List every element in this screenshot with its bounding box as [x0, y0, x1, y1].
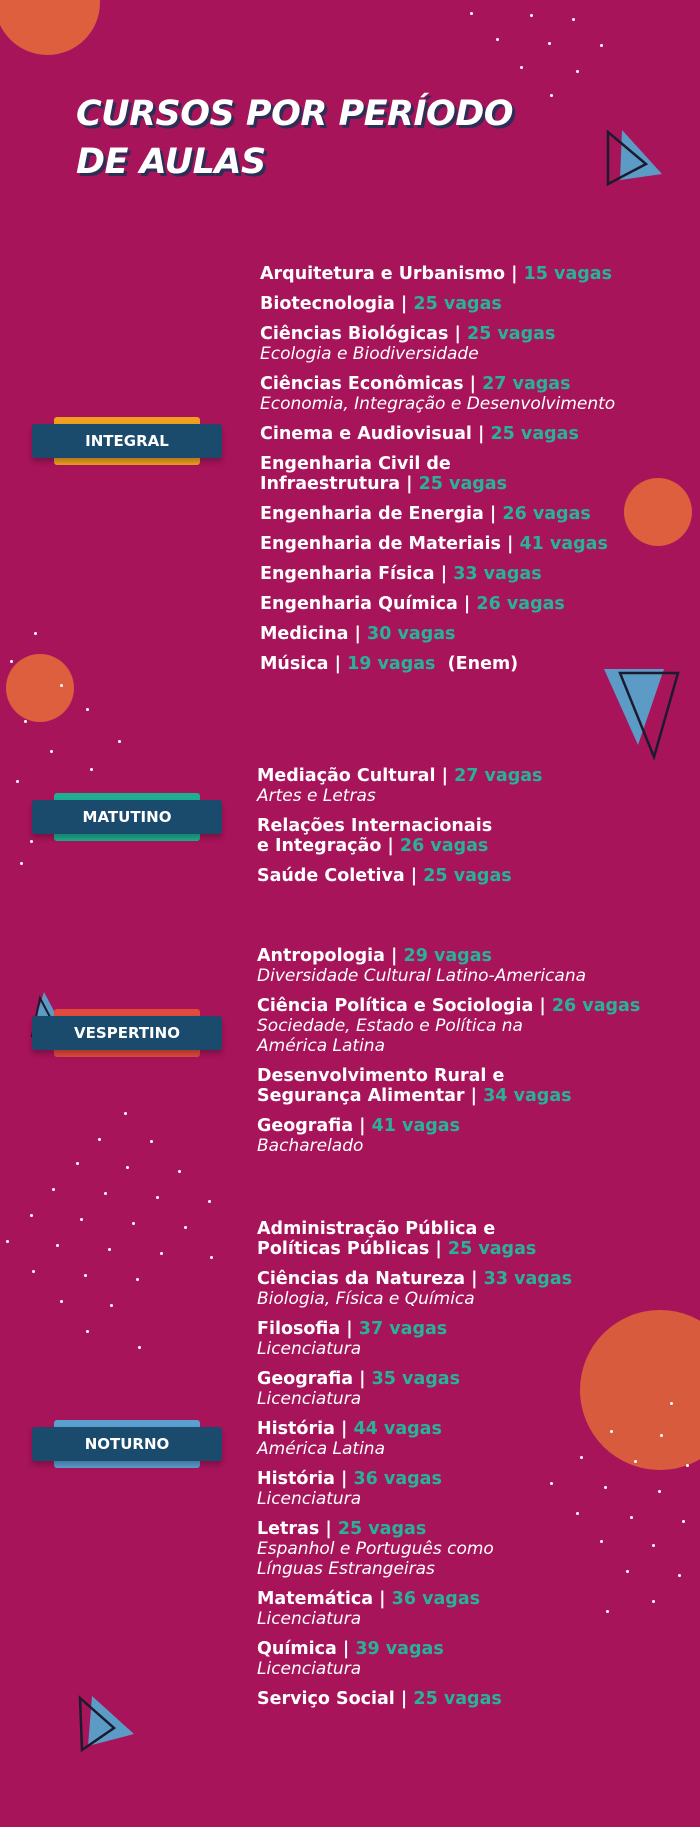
section-integral — [260, 264, 615, 684]
course-name-line — [260, 594, 615, 614]
course-subtitle: Bacharelado — [257, 1136, 364, 1156]
course-subtitle: Línguas Estrangeiras — [257, 1559, 435, 1579]
course-vagas: 37 vagas — [358, 1319, 448, 1339]
course-vagas: 30 vagas — [367, 624, 456, 644]
course-name-line — [257, 1419, 572, 1439]
badge-vespertino — [32, 1002, 222, 1064]
course-item — [257, 1469, 572, 1509]
course-name-line — [257, 1689, 572, 1709]
course-name: Medicina | — [260, 624, 368, 644]
course-name-line — [257, 1319, 572, 1339]
course-name-line — [260, 534, 615, 554]
course-vagas: 26 vagas — [399, 836, 489, 856]
course-name-line — [257, 996, 640, 1016]
badge-matutino — [32, 786, 222, 848]
badge-noturno — [32, 1413, 222, 1475]
course-subtitle: Diversidade Cultural Latino-Americana — [257, 966, 587, 986]
course-item — [257, 1419, 572, 1459]
course-vagas: 36 vagas — [391, 1589, 481, 1609]
course-name-line — [257, 1589, 572, 1609]
course-name-line — [260, 454, 615, 474]
course-vagas: 35 vagas — [371, 1369, 461, 1389]
course-vagas: 41 vagas — [519, 534, 608, 554]
badge-integral-label: INTEGRAL — [32, 424, 222, 458]
course-vagas: 27 vagas — [482, 374, 571, 394]
badge-vespertino-label: VESPERTINO — [32, 1016, 222, 1050]
course-vagas: 26 vagas — [551, 996, 641, 1016]
course-item — [257, 1519, 572, 1579]
course-name-line — [257, 1519, 572, 1539]
course-name: Engenharia Civil de — [260, 454, 451, 474]
course-note: (Enem) — [435, 654, 519, 674]
decor-circle-top-left — [0, 0, 100, 55]
course-item — [260, 264, 615, 284]
course-item — [260, 624, 615, 644]
course-item — [260, 424, 615, 444]
course-item — [257, 996, 640, 1056]
course-name-line — [260, 504, 615, 524]
course-name: Engenharia de Energia | — [260, 504, 503, 524]
course-vagas: 25 vagas — [413, 294, 502, 314]
title-line-1: CURSOS POR PERÍODO — [76, 94, 514, 134]
course-name-line — [260, 564, 615, 584]
badge-integral — [32, 410, 222, 472]
course-item — [257, 1589, 572, 1629]
course-name-line — [260, 424, 615, 444]
course-vagas: 29 vagas — [403, 946, 492, 966]
course-name-line — [260, 374, 615, 394]
course-vagas: 15 vagas — [523, 264, 613, 284]
course-item — [257, 1689, 572, 1709]
course-subtitle: Espanhol e Português como — [257, 1539, 494, 1559]
course-name: Infraestrutura | — [260, 474, 419, 494]
course-name: Desenvolvimento Rural e — [257, 1066, 505, 1086]
course-vagas: 25 vagas — [423, 866, 512, 886]
course-vagas: 36 vagas — [353, 1469, 442, 1489]
course-name: História | — [257, 1469, 354, 1489]
course-item — [260, 594, 615, 614]
course-name: e Integração | — [257, 836, 400, 856]
course-item — [260, 294, 615, 314]
badge-noturno-label: NOTURNO — [32, 1427, 222, 1461]
course-subtitle: Sociedade, Estado e Política na — [257, 1016, 523, 1036]
badge-matutino-label: MATUTINO — [32, 800, 222, 834]
course-vagas: 44 vagas — [353, 1419, 442, 1439]
course-name: História | — [257, 1419, 354, 1439]
course-name: Mediação Cultural | — [257, 766, 455, 786]
course-vagas: 25 vagas — [466, 324, 556, 344]
course-item — [257, 1269, 572, 1309]
course-subtitle: Licenciatura — [257, 1659, 362, 1679]
course-item — [260, 324, 615, 364]
course-item — [257, 1639, 572, 1679]
decor-circle-right-1 — [624, 478, 692, 546]
course-subtitle: América Latina — [257, 1036, 385, 1056]
course-item — [257, 766, 542, 806]
course-name-line — [257, 866, 542, 886]
course-item — [260, 534, 615, 554]
course-subtitle: Biologia, Física e Química — [257, 1289, 475, 1309]
course-item — [257, 1066, 640, 1106]
course-name: Antropologia | — [257, 946, 404, 966]
course-name: Arquitetura e Urbanismo | — [260, 264, 524, 284]
decor-triangle-bottom — [74, 1692, 144, 1752]
course-name-line — [257, 1469, 572, 1489]
course-subtitle: Licenciatura — [257, 1389, 362, 1409]
course-name: Ciência Política e Sociologia | — [257, 996, 552, 1016]
section-noturno — [257, 1219, 572, 1719]
course-name: Ciências Econômicas | — [260, 374, 483, 394]
course-vagas: 27 vagas — [454, 766, 543, 786]
course-item — [257, 1319, 572, 1359]
course-vagas: 26 vagas — [476, 594, 565, 614]
course-name-line — [257, 1219, 572, 1239]
course-item — [260, 504, 615, 524]
course-vagas: 25 vagas — [413, 1689, 502, 1709]
course-name-line — [260, 264, 615, 284]
course-name: Engenharia Física | — [260, 564, 454, 584]
course-name-line — [257, 816, 542, 836]
course-item — [260, 454, 615, 494]
course-name: Engenharia de Materiais | — [260, 534, 520, 554]
course-name: Geografia | — [257, 1116, 372, 1136]
course-vagas: 25 vagas — [418, 474, 508, 494]
course-subtitle: Economia, Integração e Desenvolvimento — [260, 394, 616, 414]
course-name-line — [257, 1269, 572, 1289]
course-name: Cinema e Audiovisual | — [260, 424, 491, 444]
course-name: Segurança Alimentar | — [257, 1086, 484, 1106]
course-name-line — [257, 1369, 572, 1389]
course-name-line — [257, 1639, 572, 1659]
course-name-line — [260, 294, 615, 314]
course-name: Música | — [260, 654, 348, 674]
course-name-line — [257, 946, 640, 966]
section-matutino — [257, 766, 542, 896]
course-name-line — [260, 624, 615, 644]
course-vagas: 26 vagas — [502, 504, 591, 524]
course-name-line — [257, 1116, 640, 1136]
course-name: Saúde Coletiva | — [257, 866, 424, 886]
course-name: Geografia | — [257, 1369, 372, 1389]
course-name: Engenharia Química | — [260, 594, 477, 614]
course-vagas: 19 vagas — [347, 654, 436, 674]
title-line-2: DE AULAS — [76, 142, 266, 182]
course-name: Serviço Social | — [257, 1689, 414, 1709]
course-vagas: 25 vagas — [337, 1519, 427, 1539]
course-name-line — [257, 1239, 572, 1259]
course-item — [257, 1116, 640, 1156]
course-subtitle: América Latina — [257, 1439, 385, 1459]
course-item — [257, 866, 542, 886]
course-name: Políticas Públicas | — [257, 1239, 448, 1259]
course-subtitle: Licenciatura — [257, 1339, 362, 1359]
page-title — [76, 90, 513, 186]
course-subtitle: Licenciatura — [257, 1609, 362, 1629]
course-item — [257, 1219, 572, 1259]
course-name: Biotecnologia | — [260, 294, 414, 314]
course-vagas: 25 vagas — [490, 424, 579, 444]
course-subtitle: Artes e Letras — [257, 786, 376, 806]
section-vespertino — [257, 946, 640, 1166]
course-name: Matemática | — [257, 1589, 392, 1609]
course-name-line — [260, 474, 615, 494]
course-name-line — [260, 324, 615, 344]
course-name: Administração Pública e — [257, 1219, 496, 1239]
course-subtitle: Ecologia e Biodiversidade — [260, 344, 479, 364]
decor-triangle-top — [600, 128, 670, 188]
course-vagas: 41 vagas — [371, 1116, 461, 1136]
course-item — [257, 816, 542, 856]
course-item — [257, 1369, 572, 1409]
course-item — [260, 374, 615, 414]
course-item — [260, 564, 615, 584]
course-vagas: 25 vagas — [447, 1239, 537, 1259]
course-vagas: 33 vagas — [453, 564, 542, 584]
course-name-line — [257, 1086, 640, 1106]
course-item — [257, 946, 640, 986]
decor-dots-lower-left — [0, 1110, 230, 1360]
course-vagas: 33 vagas — [483, 1269, 573, 1289]
course-name: Ciências da Natureza | — [257, 1269, 484, 1289]
course-subtitle: Licenciatura — [257, 1489, 362, 1509]
course-name: Relações Internacionais — [257, 816, 493, 836]
course-vagas: 34 vagas — [483, 1086, 572, 1106]
course-name: Letras | — [257, 1519, 338, 1539]
course-name-line — [257, 766, 542, 786]
course-name-line — [257, 1066, 640, 1086]
course-name-line — [257, 836, 542, 856]
course-item — [260, 654, 615, 674]
course-vagas: 39 vagas — [355, 1639, 444, 1659]
course-name: Ciências Biológicas | — [260, 324, 467, 344]
course-name: Química | — [257, 1639, 356, 1659]
course-name-line — [260, 654, 615, 674]
course-name: Filosofia | — [257, 1319, 359, 1339]
